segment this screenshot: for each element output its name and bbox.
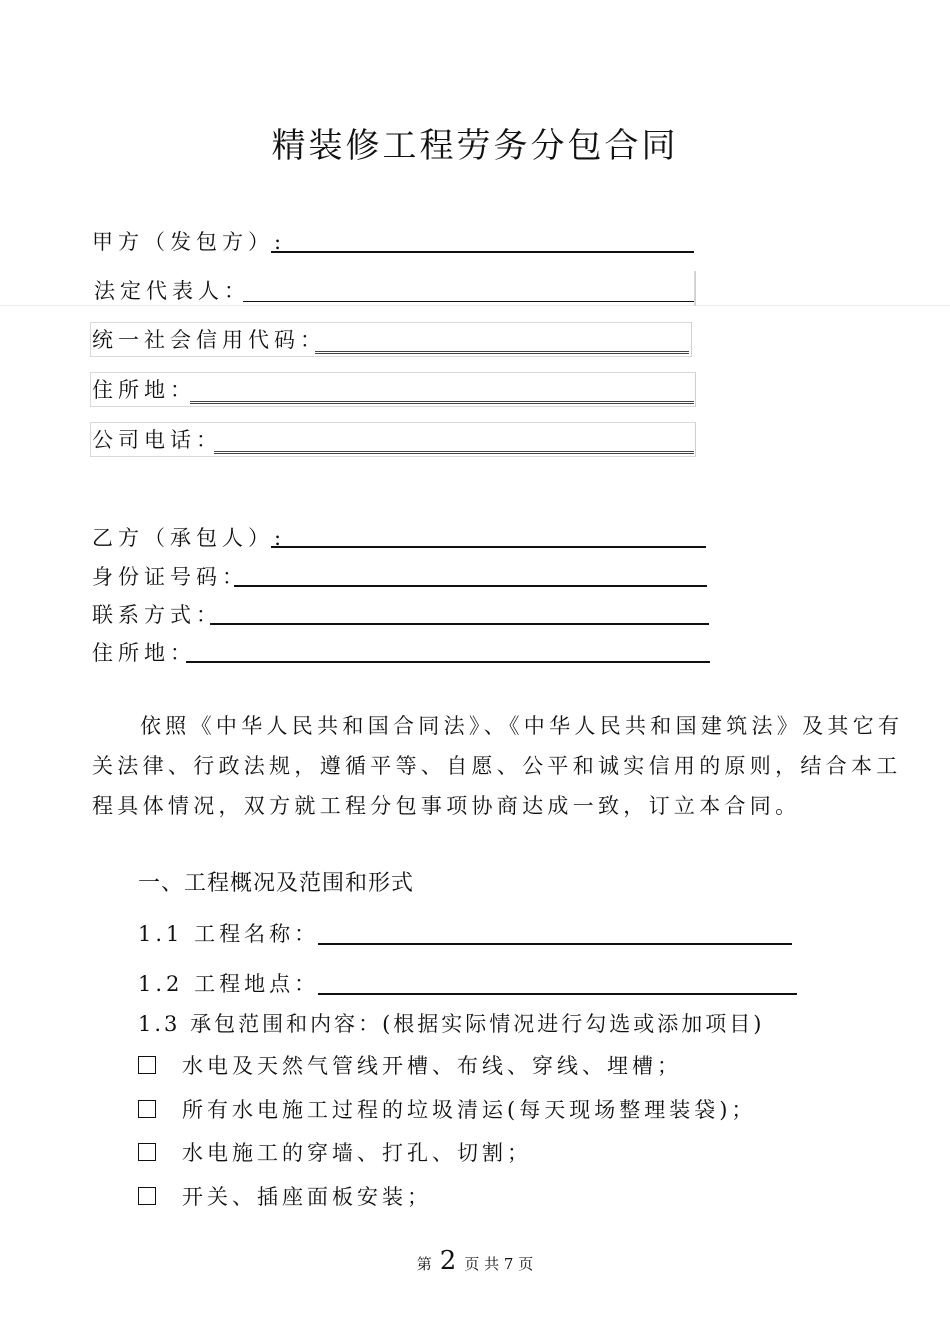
project-name-field[interactable] <box>318 943 792 945</box>
company-phone-label: 公司电话： <box>92 428 222 452</box>
party-a-address-field[interactable] <box>190 401 694 404</box>
footer-middle: 页 共 <box>464 1255 500 1273</box>
document-title: 精装修工程劳务分包合同 <box>271 126 679 166</box>
project-name-label: 1.1 工程名称： <box>138 922 320 946</box>
checklist-item-label: 所有水电施工过程的垃圾清运(每天现场整理装袋)； <box>182 1098 757 1122</box>
party-b-name-field[interactable] <box>271 546 706 548</box>
scope-label: 1.3 承包范围和内容：(根据实际情况进行勾选或添加项目) <box>138 1012 765 1036</box>
project-location-label: 1.2 工程地点： <box>138 972 320 996</box>
project-location-field[interactable] <box>318 993 797 995</box>
contact-label: 联系方式： <box>92 603 222 627</box>
footer-prefix: 第 <box>416 1255 432 1273</box>
party-b-address-field[interactable] <box>186 661 710 663</box>
preamble-line-3: 程具体情况，双方就工程分包事项协商达成一致，订立本合同。 <box>92 794 801 818</box>
party-a-address-label: 住所地： <box>92 378 196 402</box>
checkbox-icon[interactable] <box>138 1187 156 1205</box>
total-pages: 7 <box>503 1255 514 1273</box>
party-b-address-label: 住所地： <box>92 641 196 665</box>
checkbox-icon[interactable] <box>138 1056 156 1074</box>
party-a-name-field[interactable] <box>271 251 694 253</box>
current-page-number: 2 <box>439 1246 457 1276</box>
checklist-item-label: 开关、插座面板安装； <box>182 1185 432 1209</box>
party-b-name-label: 乙方（承包人）: <box>92 526 287 550</box>
party-a-name-label: 甲方（发包方）: <box>92 230 287 254</box>
divider <box>0 305 950 306</box>
checkbox-icon[interactable] <box>138 1143 156 1161</box>
legal-rep-label: 法定代表人： <box>94 279 250 303</box>
footer-suffix: 页 <box>518 1255 534 1273</box>
legal-rep-field[interactable] <box>243 301 695 302</box>
checklist-item[interactable] <box>138 1181 432 1211</box>
preamble-line-2: 关法律、行政法规，遵循平等、自愿、公平和诚实信用的原则，结合本工 <box>92 754 902 778</box>
checkbox-icon[interactable] <box>138 1100 156 1118</box>
section-heading: 一、工程概况及范围和形式 <box>138 871 415 896</box>
contact-field[interactable] <box>210 623 709 625</box>
field-border <box>694 271 696 306</box>
checklist-item-label: 水电及天然气管线开槽、布线、穿线、埋槽； <box>182 1054 682 1078</box>
preamble-line-1: 依照《中华人民共和国合同法》、《中华人民共和国建筑法》及其它有 <box>140 714 904 738</box>
checklist-item[interactable] <box>138 1137 532 1167</box>
credit-code-field[interactable] <box>315 351 689 354</box>
checklist-item-label: 水电施工的穿墙、打孔、切割； <box>182 1141 532 1165</box>
id-number-label: 身份证号码： <box>92 565 248 589</box>
credit-code-label: 统一社会信用代码： <box>92 328 326 352</box>
checklist-item[interactable] <box>138 1050 682 1080</box>
preamble-paragraph <box>92 706 904 826</box>
id-number-field[interactable] <box>234 585 707 587</box>
company-phone-field[interactable] <box>214 451 694 454</box>
page-footer <box>0 1246 950 1276</box>
checklist-item[interactable] <box>138 1094 756 1124</box>
